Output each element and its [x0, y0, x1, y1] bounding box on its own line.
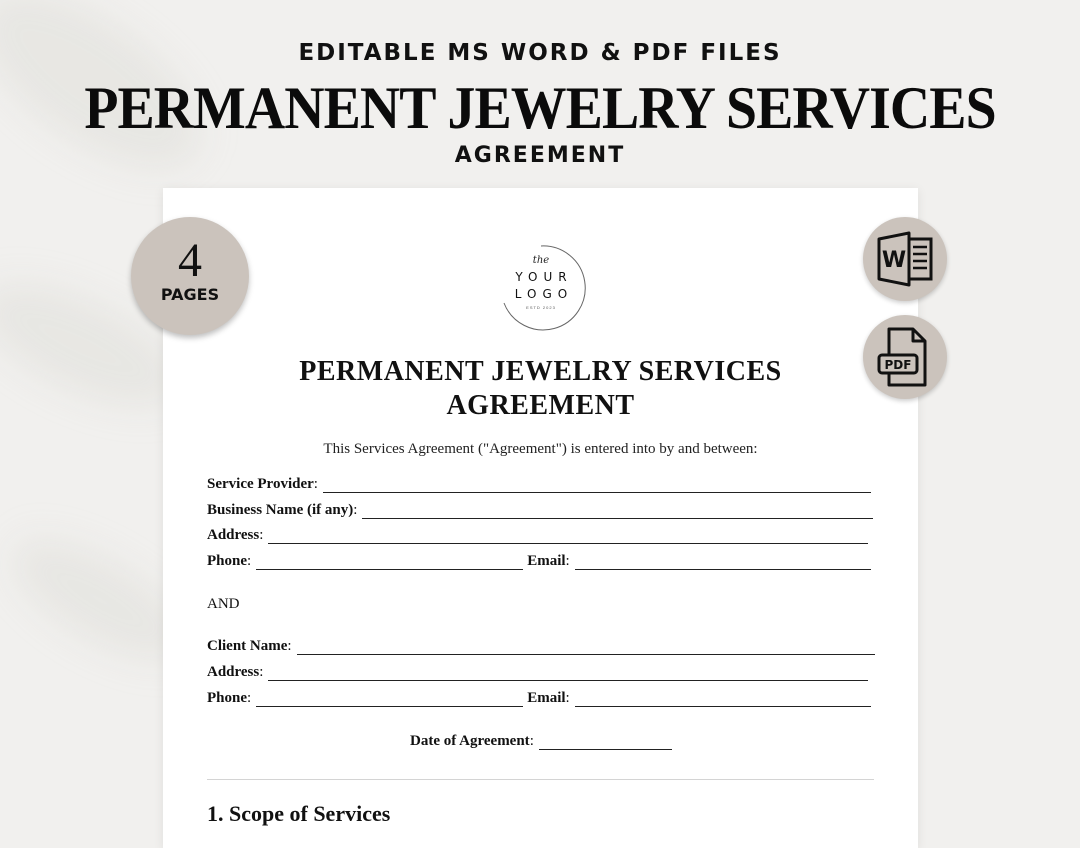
date-of-agreement-line[interactable]: [539, 735, 672, 750]
field-label: Date of Agreement: [410, 733, 530, 749]
field-label: Email: [527, 553, 566, 569]
pages-label: PAGES: [160, 285, 220, 304]
pdf-label: PDF: [884, 358, 912, 372]
client-name-line[interactable]: [297, 640, 875, 655]
client-address-line[interactable]: [268, 666, 868, 681]
field-label: Business Name (if any): [207, 502, 354, 518]
document-title-line1: PERMANENT JEWELRY SERVICES: [299, 356, 782, 387]
field-label: Address: [207, 527, 260, 543]
provider-address-field: Address :: [207, 527, 868, 544]
format-tagline: EDITABLE MS WORD & PDF FILES: [298, 40, 782, 66]
provider-phone-email-field: Phone : Email :: [207, 553, 871, 570]
logo-script: the: [532, 255, 550, 266]
service-provider-line[interactable]: [323, 478, 871, 493]
placeholder-logo: [496, 243, 586, 333]
and-separator: AND: [207, 596, 240, 612]
document-title-line2: AGREEMENT: [446, 390, 635, 421]
provider-phone-line[interactable]: [256, 555, 523, 570]
client-address-field: Address :: [207, 664, 868, 681]
field-label: Client Name: [207, 638, 288, 654]
section-heading-scope: 1. Scope of Services: [207, 801, 391, 826]
word-letter: W: [881, 248, 907, 273]
logo-line-your: YOUR: [515, 270, 573, 284]
business-name-line[interactable]: [362, 504, 873, 519]
field-label: Address: [207, 664, 260, 680]
word-badge: [863, 217, 947, 301]
field-label: Phone: [207, 553, 248, 569]
provider-email-line[interactable]: [575, 555, 871, 570]
field-label: Service Provider: [207, 476, 314, 492]
field-label: Email: [527, 690, 566, 706]
pages-count: 4: [178, 234, 202, 287]
word-icon: [863, 217, 947, 301]
date-of-agreement-field: Date of Agreement :: [410, 733, 672, 750]
client-email-line[interactable]: [575, 692, 871, 707]
intro-text: This Services Agreement ("Agreement") is entered into by and between:: [323, 441, 758, 457]
business-name-field: Business Name (if any) :: [207, 502, 873, 519]
section-divider: [207, 779, 874, 780]
logo-line-logo: LOGO: [514, 287, 574, 301]
provider-address-line[interactable]: [268, 529, 868, 544]
client-phone-line[interactable]: [256, 692, 523, 707]
product-title: PERMANENT JEWELRY SERVICES: [84, 75, 996, 141]
pages-badge: [131, 217, 249, 335]
field-label: Phone: [207, 690, 248, 706]
client-phone-email-field: Phone : Email :: [207, 690, 871, 707]
client-name-field: Client Name :: [207, 638, 875, 655]
logo-estd: ESTD 2023: [526, 305, 556, 310]
product-subtitle: AGREEMENT: [454, 143, 626, 168]
service-provider-field: Service Provider :: [207, 476, 871, 493]
